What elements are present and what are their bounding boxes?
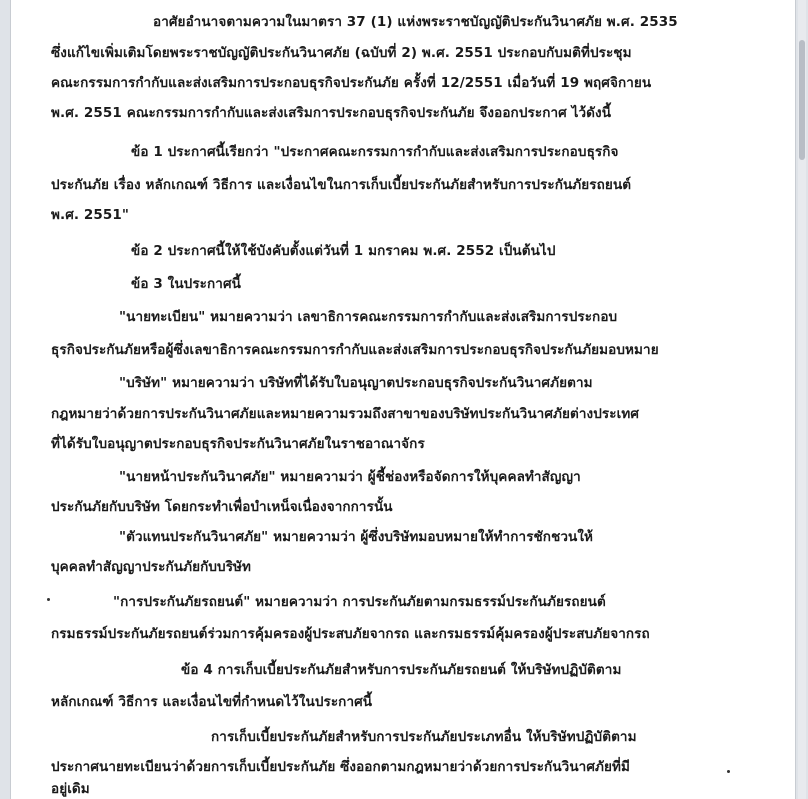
text-line: อยู่เดิม: [51, 781, 90, 797]
text-line: อาศัยอำนาจตามความในมาตรา 37 (1) แห่งพระราชบัญญัติประกันวินาศภัย พ.ศ. 2535: [153, 14, 678, 30]
text-line: หลักเกณฑ์ วิธีการ และเงื่อนไขที่กำหนดไว้ในประกาศนี้: [51, 694, 373, 710]
text-line: พ.ศ. 2551 คณะกรรมการกำกับและส่งเสริมการประกอบธุรกิจประกันภัย จึงออกประกาศ ไว้ดังนี้: [51, 105, 612, 121]
text-line: กรมธรรม์ประกันภัยรถยนต์ร่วมการคุ้มครองผู้ประสบภัยจากรถ และกรมธรรม์คุ้มครองผู้ประสบภัยจากรถ: [51, 626, 650, 642]
text-line: บุคคลทำสัญญาประกันภัยกับบริษัท: [51, 559, 252, 575]
text-line: ซึ่งแก้ไขเพิ่มเติมโดยพระราชบัญญัติประกันวินาศภัย (ฉบับที่ 2) พ.ศ. 2551 ประกอบกับมติที่ประชุม: [51, 45, 632, 61]
vertical-scrollbar[interactable]: [798, 0, 806, 799]
scan-speck: [727, 770, 730, 773]
text-line: ประกาศนายทะเบียนว่าด้วยการเก็บเบี้ยประกันภัย ซึ่งออกตามกฎหมายว่าด้วยการประกันวินาศภัยที่มี: [51, 759, 631, 775]
text-line: "บริษัท" หมายความว่า บริษัทที่ได้รับใบอนุญาตประกอบธุรกิจประกันวินาศภัยตาม: [119, 375, 593, 391]
text-line: ข้อ 1 ประกาศนี้เรียกว่า "ประกาศคณะกรรมการกำกับและส่งเสริมการประกอบธุรกิจ: [131, 144, 619, 160]
text-line: ข้อ 4 การเก็บเบี้ยประกันภัยสำหรับการประกันภัยรถยนต์ ให้บริษัทปฏิบัติตาม: [181, 662, 622, 678]
text-line: คณะกรรมการกำกับและส่งเสริมการประกอบธุรกิจประกันภัย ครั้งที่ 12/2551 เมื่อวันที่ 19 พฤศจิกายน: [51, 75, 652, 91]
document-page: [10, 0, 796, 799]
text-line: ธุรกิจประกันภัยหรือผู้ซึ่งเลขาธิการคณะกรรมการกำกับและส่งเสริมการประกอบธุรกิจประกันภัยมอบหมาย: [51, 342, 659, 358]
text-line: ข้อ 3 ในประกาศนี้: [131, 276, 241, 292]
text-line: การเก็บเบี้ยประกันภัยสำหรับการประกันภัยประเภทอื่น ให้บริษัทปฏิบัติตาม: [211, 729, 637, 745]
text-line: กฎหมายว่าด้วยการประกันวินาศภัยและหมายความรวมถึงสาขาของบริษัทประกันวินาศภัยต่างประเทศ: [51, 406, 640, 422]
scrollbar-thumb[interactable]: [799, 40, 805, 160]
text-line: พ.ศ. 2551": [51, 207, 130, 223]
scan-speck: [47, 598, 50, 601]
text-line: ประกันภัย เรื่อง หลักเกณฑ์ วิธีการ และเงื่อนไขในการเก็บเบี้ยประกันภัยสำหรับการประกันภัยรถยนต์: [51, 177, 632, 193]
text-line: ที่ได้รับใบอนุญาตประกอบธุรกิจประกันวินาศภัยในราชอาณาจักร: [51, 436, 425, 452]
text-line: ประกันภัยกับบริษัท โดยกระทำเพื่อบำเหน็จเนื่องจากการนั้น: [51, 499, 393, 515]
text-line: "ตัวแทนประกันวินาศภัย" หมายความว่า ผู้ซึ่งบริษัทมอบหมายให้ทำการชักชวนให้: [119, 529, 594, 545]
text-line: "นายทะเบียน" หมายความว่า เลขาธิการคณะกรรมการกำกับและส่งเสริมการประกอบ: [119, 309, 618, 325]
text-line: "นายหน้าประกันวินาศภัย" หมายความว่า ผู้ชี้ช่องหรือจัดการให้บุคคลทำสัญญา: [119, 469, 581, 485]
text-line: "การประกันภัยรถยนต์" หมายความว่า การประกันภัยตามกรมธรรม์ประกันภัยรถยนต์: [113, 594, 606, 610]
text-line: ข้อ 2 ประกาศนี้ให้ใช้บังคับตั้งแต่วันที่ 1 มกราคม พ.ศ. 2552 เป็นต้นไป: [131, 243, 556, 259]
